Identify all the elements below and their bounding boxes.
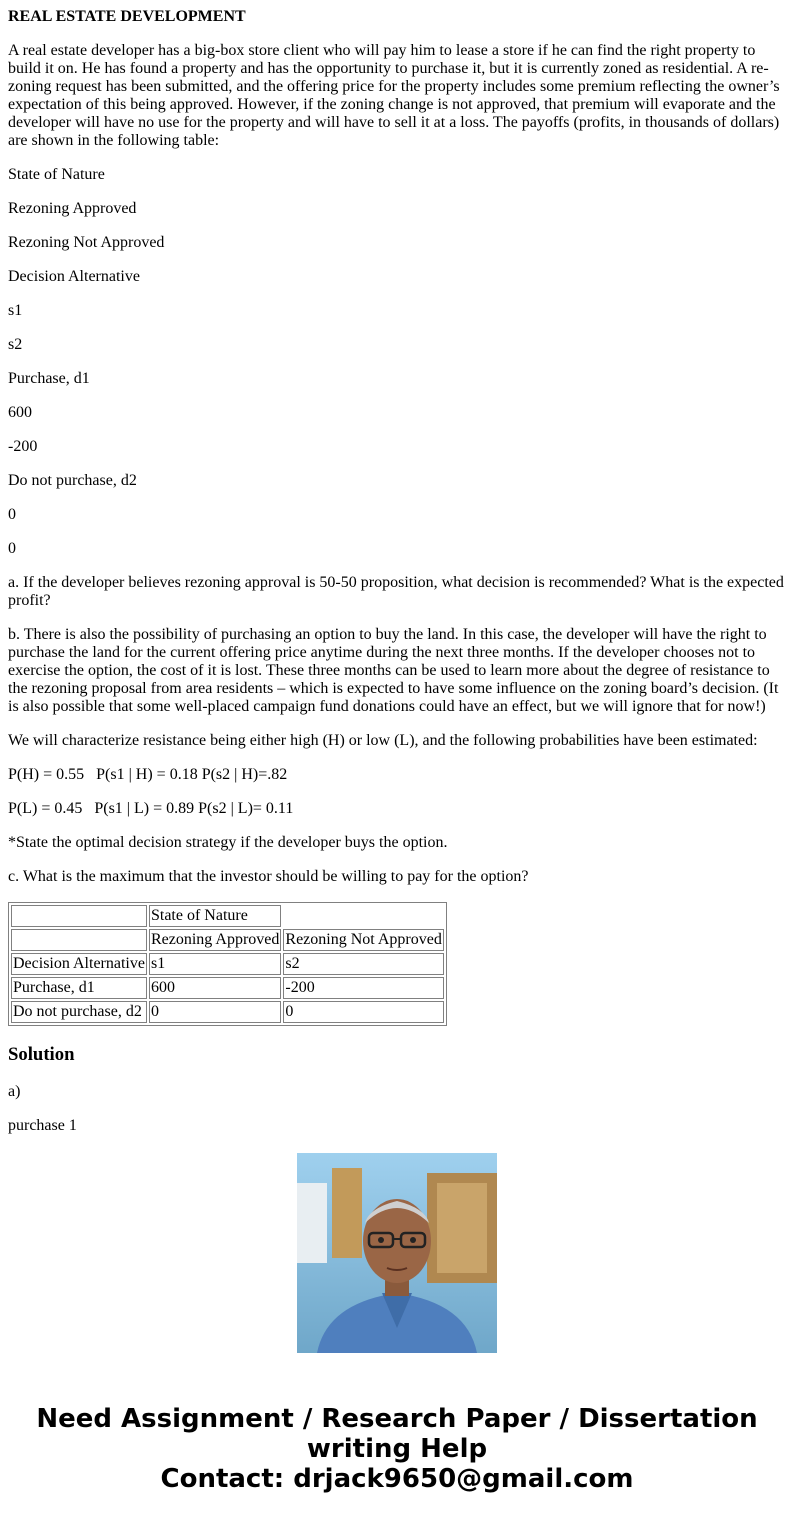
table-cell: 600 (149, 977, 281, 999)
table-cell: Purchase, d1 (11, 977, 147, 999)
author-photo (297, 1153, 497, 1353)
flat-line-decision-alternative: Decision Alternative (8, 268, 140, 285)
table-cell: s1 (149, 953, 281, 975)
question-b: b. There is also the possibility of purchasing an option to buy the land. In this case, the developer will have the right to purchase the land for the current offering price anytime during the next three months. If the developer chooses not to exercise the option, the cost of it is lost. These three months can be used to learn more about the degree of resistance to the rezoning proposal from area residents – which is expected to have some influence on the zoning board’s decision. (It is also possible that some well-placed campaign fund donations could have an effect, but we will ignore that for now!) (8, 626, 779, 715)
flat-line-rezoning-approved: Rezoning Approved (8, 200, 137, 217)
promo-line-1: Need Assignment / Research Paper / Dissertation (36, 1404, 758, 1434)
table-row (11, 905, 444, 927)
table-cell: Rezoning Approved (149, 929, 281, 951)
table-row (11, 929, 444, 951)
table-cell: 0 (283, 1001, 443, 1023)
flat-line-d1-s1: 600 (8, 404, 32, 421)
table-cell: Do not purchase, d2 (11, 1001, 147, 1023)
promo-contact[interactable]: Contact: drjack9650@gmail.com (160, 1464, 634, 1494)
probabilities-high: P(H) = 0.55 P(s1 | H) = 0.18 P(s2 | H)=.82 (8, 766, 288, 783)
promo-banner (0, 1404, 794, 1494)
resistance-intro: We will characterize resistance being either high (H) or low (L), and the following probabilities have been estimated: (8, 732, 758, 749)
promo-line-2: writing Help (306, 1434, 488, 1464)
table-row (11, 953, 444, 975)
table-cell: Decision Alternative (11, 953, 147, 975)
table-cell: Rezoning Not Approved (283, 929, 443, 951)
solution-part-a-label: a) (8, 1083, 21, 1100)
author-photo-icon (297, 1153, 497, 1353)
flat-line-do-not-purchase-d2: Do not purchase, d2 (8, 472, 137, 489)
flat-line-d2-s2: 0 (8, 540, 16, 557)
table-cell (11, 905, 147, 927)
table-cell: State of Nature (149, 905, 281, 927)
table-cell: -200 (283, 977, 443, 999)
table-row (11, 977, 444, 999)
flat-line-d2-s1: 0 (8, 506, 16, 523)
flat-line-s2: s2 (8, 336, 23, 353)
flat-line-state-of-nature: State of Nature (8, 166, 105, 183)
solution-heading: Solution (8, 1044, 75, 1065)
document-content (8, 0, 786, 1134)
flat-line-purchase-d1: Purchase, d1 (8, 370, 90, 387)
question-a: a. If the developer believes rezoning approval is 50-50 proposition, what decision is recommended? What is the expected profit? (8, 574, 784, 609)
probabilities-low: P(L) = 0.45 P(s1 | L) = 0.89 P(s2 | L)= 0.11 (8, 800, 294, 817)
document-title: REAL ESTATE DEVELOPMENT (8, 8, 246, 25)
intro-paragraph: A real estate developer has a big-box store client who will pay him to lease a store if he can find the right property to build it on. He has found a property and has the opportunity to purchase it, but it is currently zoned as residential. A re-zoning request has been submitted, and the offering price for the property includes some premium reflecting the owner’s expectation of this being approved. However, if the zoning change is not approved, that premium will evaporate and the developer will have no use for the property and will have to sell it at a loss. The payoffs (profits, in thousands of dollars) are shown in the following table: (8, 42, 780, 149)
flat-line-d1-s2: -200 (8, 438, 38, 455)
table-row (11, 1001, 444, 1023)
table-cell (11, 929, 147, 951)
table-cell: 0 (149, 1001, 281, 1023)
flat-line-s1: s1 (8, 302, 23, 319)
strategy-prompt: *State the optimal decision strategy if the developer buys the option. (8, 834, 448, 851)
solution-part-a-text: purchase 1 (8, 1117, 77, 1134)
question-c: c. What is the maximum that the investor should be willing to pay for the option? (8, 868, 529, 885)
table-cell: s2 (283, 953, 443, 975)
flat-line-rezoning-not-approved: Rezoning Not Approved (8, 234, 165, 251)
payoff-table (8, 902, 447, 1026)
